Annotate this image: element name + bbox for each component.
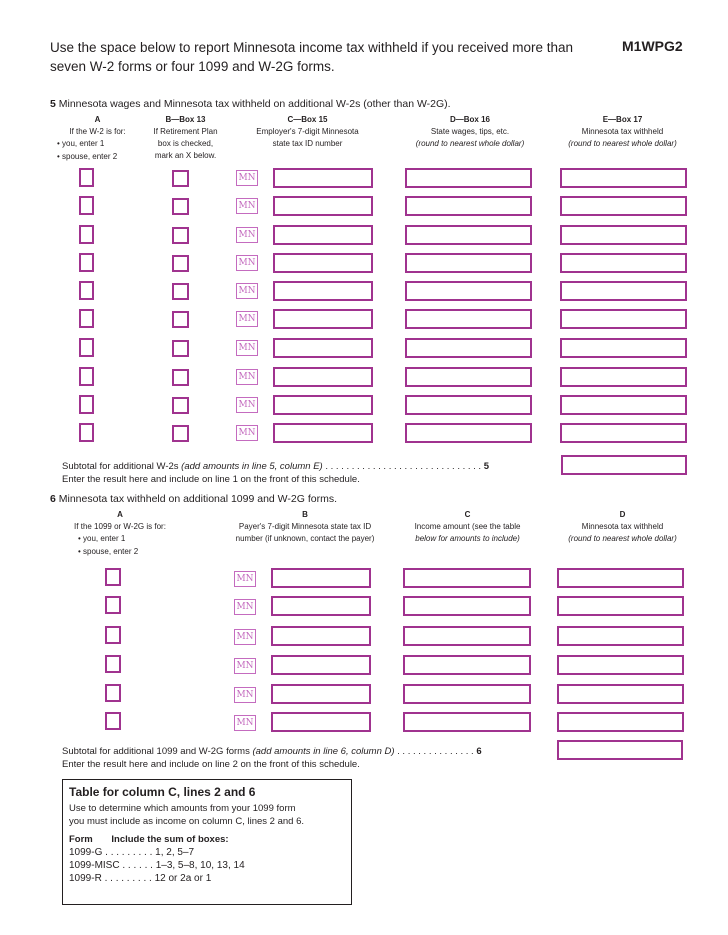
- table-row: 1099-MISC . . . . . . 1–3, 5–8, 10, 13, 14: [69, 860, 245, 871]
- mn-prefix: MN: [236, 397, 258, 413]
- line6-col-b-heading: [220, 509, 390, 545]
- line6-col-c-input[interactable]: [403, 655, 531, 675]
- line6-col-c-input[interactable]: [403, 596, 531, 616]
- mn-prefix: MN: [234, 687, 256, 703]
- line6-col-c-letter: C: [464, 510, 471, 519]
- line5-title-row: [50, 98, 451, 110]
- line6-col-a-input[interactable]: [105, 568, 121, 586]
- line5-col-e-heading: [555, 114, 690, 150]
- line5-col-c-line1: Employer's 7-digit Minnesota: [256, 127, 359, 136]
- line6-col-b-line1: Payer's 7-digit Minnesota state tax ID: [238, 522, 372, 531]
- line5-col-c-input[interactable]: [273, 309, 373, 329]
- line5-col-a-line1: If the W-2 is for:: [69, 127, 126, 136]
- line5-col-d-line1: State wages, tips, etc.: [430, 127, 510, 136]
- line5-col-a-input[interactable]: [79, 168, 94, 187]
- line5-col-c-letter: C—Box 15: [287, 115, 328, 124]
- line6-col-a-heading: [70, 509, 170, 533]
- line5-col-b-checkbox[interactable]: [172, 227, 189, 244]
- line5-col-b-heading: [138, 114, 233, 162]
- line5-subtotal-leader: . . . . . . . . . . . . . . . . . . . . . . . . . . . . . .: [322, 461, 482, 472]
- table-description: [69, 802, 345, 828]
- line5-title: Minnesota wages and Minnesota tax withheld on additional W-2s (other than W-2G).: [58, 98, 451, 110]
- table-head-include: Include the sum of boxes:: [111, 834, 229, 845]
- line5-col-b-checkbox[interactable]: [172, 283, 189, 300]
- line5-col-c-input[interactable]: [273, 423, 373, 443]
- line5-col-a-spouse: • spouse, enter 2: [57, 152, 118, 161]
- line5-col-b-letter: B—Box 13: [165, 115, 206, 124]
- line5-col-c-input[interactable]: [273, 281, 373, 301]
- line5-col-a-input[interactable]: [79, 367, 94, 386]
- line6-col-b-input[interactable]: [271, 712, 371, 732]
- mn-prefix: MN: [236, 425, 258, 441]
- line5-col-e-input[interactable]: [560, 367, 687, 387]
- line6-subtotal-number: 6: [476, 746, 482, 757]
- line5-col-e-input[interactable]: [560, 281, 687, 301]
- line5-col-a-input[interactable]: [79, 423, 94, 442]
- line5-col-c-input[interactable]: [273, 196, 373, 216]
- line6-col-a-spouse: • spouse, enter 2: [78, 547, 139, 556]
- line6-subtotal-row: [62, 745, 552, 771]
- line6-subtotal-leader: . . . . . . . . . . . . . . .: [394, 746, 474, 757]
- mn-prefix: MN: [236, 227, 258, 243]
- line6-col-a-letter: A: [117, 510, 123, 519]
- line6-col-a-input[interactable]: [105, 655, 121, 673]
- line6-subtotal-instruction: Enter the result here and include on line 2 on the front of this schedule.: [62, 759, 360, 770]
- line6-number: 6: [50, 493, 56, 505]
- line6-col-a-options: [78, 533, 138, 558]
- line5-col-a-heading: [55, 114, 140, 138]
- line5-col-b-line1: If Retirement Plan: [153, 127, 218, 136]
- mn-prefix: MN: [234, 658, 256, 674]
- line6-col-a-line1: If the 1099 or W-2G is for:: [74, 522, 166, 531]
- line6-col-d-input[interactable]: [557, 626, 684, 646]
- line5-col-a-input[interactable]: [79, 225, 94, 244]
- mn-prefix: MN: [236, 311, 258, 327]
- mn-prefix: MN: [236, 369, 258, 385]
- line5-col-e-input[interactable]: [560, 168, 687, 188]
- form-id: M1WPG2: [622, 38, 683, 54]
- line5-col-d-input[interactable]: [405, 367, 532, 387]
- line5-col-a-input[interactable]: [79, 253, 94, 272]
- line5-col-b-checkbox[interactable]: [172, 369, 189, 386]
- table-row: 1099-G . . . . . . . . . 1, 2, 5–7: [69, 847, 195, 858]
- line5-col-a-input[interactable]: [79, 281, 94, 300]
- line6-col-b-input[interactable]: [271, 568, 371, 588]
- line5-col-b-line2: box is checked,: [157, 139, 214, 148]
- intro-text: Use the space below to report Minnesota income tax withheld if you received more than seven W-2 forms or four 1099 and W-2G forms.: [50, 40, 574, 74]
- line5-col-d-input[interactable]: [405, 253, 532, 273]
- line5-col-d-input[interactable]: [405, 196, 532, 216]
- line5-subtotal-instruction: Enter the result here and include on line 1 on the front of this schedule.: [62, 474, 360, 485]
- income-reference-table: [62, 779, 352, 905]
- line5-col-d-input[interactable]: [405, 338, 532, 358]
- line6-col-a-input[interactable]: [105, 712, 121, 730]
- line6-col-b-letter: B: [302, 510, 308, 519]
- line5-subtotal-number: 5: [483, 461, 490, 472]
- mn-prefix: MN: [234, 715, 256, 731]
- mn-prefix: MN: [236, 255, 258, 271]
- line5-col-e-line1: Minnesota tax withheld: [581, 127, 664, 136]
- line6-col-c-input[interactable]: [403, 712, 531, 732]
- line5-col-a-letter: A: [94, 115, 101, 124]
- line5-col-a-you: • you, enter 1: [57, 139, 105, 148]
- table-title: Table for column C, lines 2 and 6: [69, 785, 256, 799]
- line6-col-d-line2: (round to nearest whole dollar): [568, 534, 677, 543]
- line5-subtotal-note: (add amounts in line 5, column E): [181, 461, 323, 472]
- line5-col-e-input[interactable]: [560, 253, 687, 273]
- line6-col-a-input[interactable]: [105, 626, 121, 644]
- line6-subtotal-label: Subtotal for additional 1099 and W-2G forms: [62, 746, 250, 757]
- line6-col-b-input[interactable]: [271, 655, 371, 675]
- line5-col-c-input[interactable]: [273, 253, 373, 273]
- line5-col-d-heading: [400, 114, 540, 150]
- line5-col-c-heading: [240, 114, 375, 150]
- line6-col-d-letter: D: [619, 510, 626, 519]
- line5-col-b-checkbox[interactable]: [172, 311, 189, 328]
- line6-col-b-line2: number (if unknown, contact the payer): [235, 534, 375, 543]
- line5-col-b-checkbox[interactable]: [172, 170, 189, 187]
- line5-col-e-letter: E—Box 17: [602, 115, 643, 124]
- line6-col-b-input[interactable]: [271, 626, 371, 646]
- mn-prefix: MN: [236, 340, 258, 356]
- line5-col-b-checkbox[interactable]: [172, 255, 189, 272]
- line5-col-c-input[interactable]: [273, 225, 373, 245]
- line5-col-a-options: [57, 138, 117, 163]
- line5-col-c-input[interactable]: [273, 168, 373, 188]
- line6-col-c-input[interactable]: [403, 568, 531, 588]
- line6-col-c-input[interactable]: [403, 684, 531, 704]
- line6-col-d-input[interactable]: [557, 568, 684, 588]
- line5-number: 5: [50, 98, 56, 110]
- table-row: 1099-R . . . . . . . . . 12 or 2a or 1: [69, 873, 212, 884]
- line5-col-e-input[interactable]: [560, 338, 687, 358]
- mn-prefix: MN: [236, 170, 258, 186]
- line6-subtotal-input[interactable]: [557, 740, 683, 760]
- line5-col-b-line3: mark an X below.: [154, 151, 217, 160]
- line5-col-d-input[interactable]: [405, 168, 532, 188]
- mn-prefix: MN: [234, 599, 256, 615]
- line6-col-d-input[interactable]: [557, 655, 684, 675]
- mn-prefix: MN: [236, 198, 258, 214]
- line5-col-d-line2: (round to nearest whole dollar): [415, 139, 525, 148]
- line5-col-b-checkbox[interactable]: [172, 198, 189, 215]
- line5-col-d-letter: D—Box 16: [449, 115, 490, 124]
- line5-col-d-input[interactable]: [405, 423, 532, 443]
- line5-col-a-input[interactable]: [79, 309, 94, 328]
- table-desc-line1: Use to determine which amounts from your 1099 form: [69, 803, 296, 814]
- line5-col-d-input[interactable]: [405, 395, 532, 415]
- line6-title-row: [50, 493, 337, 505]
- line6-title: Minnesota tax withheld on additional 1099 and W-2G forms.: [58, 493, 337, 505]
- line6-col-c-line2: below for amounts to include): [415, 534, 520, 543]
- line6-col-d-input[interactable]: [557, 684, 684, 704]
- line5-col-c-line2: state tax ID number: [272, 139, 343, 148]
- line5-col-a-input[interactable]: [79, 395, 94, 414]
- line5-col-b-checkbox[interactable]: [172, 397, 189, 414]
- line6-col-b-input[interactable]: [271, 596, 371, 616]
- line6-col-b-input[interactable]: [271, 684, 371, 704]
- mn-prefix: MN: [234, 629, 256, 645]
- line5-col-b-checkbox[interactable]: [172, 425, 189, 442]
- line5-col-e-input[interactable]: [560, 395, 687, 415]
- line5-col-e-input[interactable]: [560, 225, 687, 245]
- line5-col-e-input[interactable]: [560, 423, 687, 443]
- line6-col-d-heading: [555, 509, 690, 545]
- line5-col-e-line2: (round to nearest whole dollar): [568, 139, 677, 148]
- line5-col-c-input[interactable]: [273, 395, 373, 415]
- line5-col-c-input[interactable]: [273, 367, 373, 387]
- line5-col-e-input[interactable]: [560, 309, 687, 329]
- line6-col-c-heading: [400, 509, 535, 545]
- line5-col-e-input[interactable]: [560, 196, 687, 216]
- line5-subtotal-input[interactable]: [561, 455, 687, 475]
- line6-col-a-input[interactable]: [105, 596, 121, 614]
- line6-col-d-line1: Minnesota tax withheld: [581, 522, 664, 531]
- table-desc-line2: you must include as income on column C, lines 2 and 6.: [69, 816, 304, 827]
- line6-subtotal-note: (add amounts in line 6, column D): [252, 746, 395, 757]
- line5-col-d-input[interactable]: [405, 281, 532, 301]
- line5-subtotal-row: [62, 460, 552, 486]
- line5-col-d-input[interactable]: [405, 225, 532, 245]
- mn-prefix: MN: [234, 571, 256, 587]
- line5-col-c-input[interactable]: [273, 338, 373, 358]
- line5-col-a-input[interactable]: [79, 196, 94, 215]
- table-head-form: Form: [69, 834, 93, 845]
- table-header: [69, 834, 345, 845]
- line6-col-d-input[interactable]: [557, 596, 684, 616]
- line5-col-d-input[interactable]: [405, 309, 532, 329]
- line6-col-a-you: • you, enter 1: [78, 534, 126, 543]
- line6-col-c-input[interactable]: [403, 626, 531, 646]
- mn-prefix: MN: [236, 283, 258, 299]
- line6-col-d-input[interactable]: [557, 712, 684, 732]
- line6-col-c-line1: Income amount (see the table: [414, 522, 521, 531]
- line5-col-a-input[interactable]: [79, 338, 94, 357]
- line5-subtotal-label: Subtotal for additional W-2s: [62, 461, 179, 472]
- line5-col-b-checkbox[interactable]: [172, 340, 189, 357]
- line6-col-a-input[interactable]: [105, 684, 121, 702]
